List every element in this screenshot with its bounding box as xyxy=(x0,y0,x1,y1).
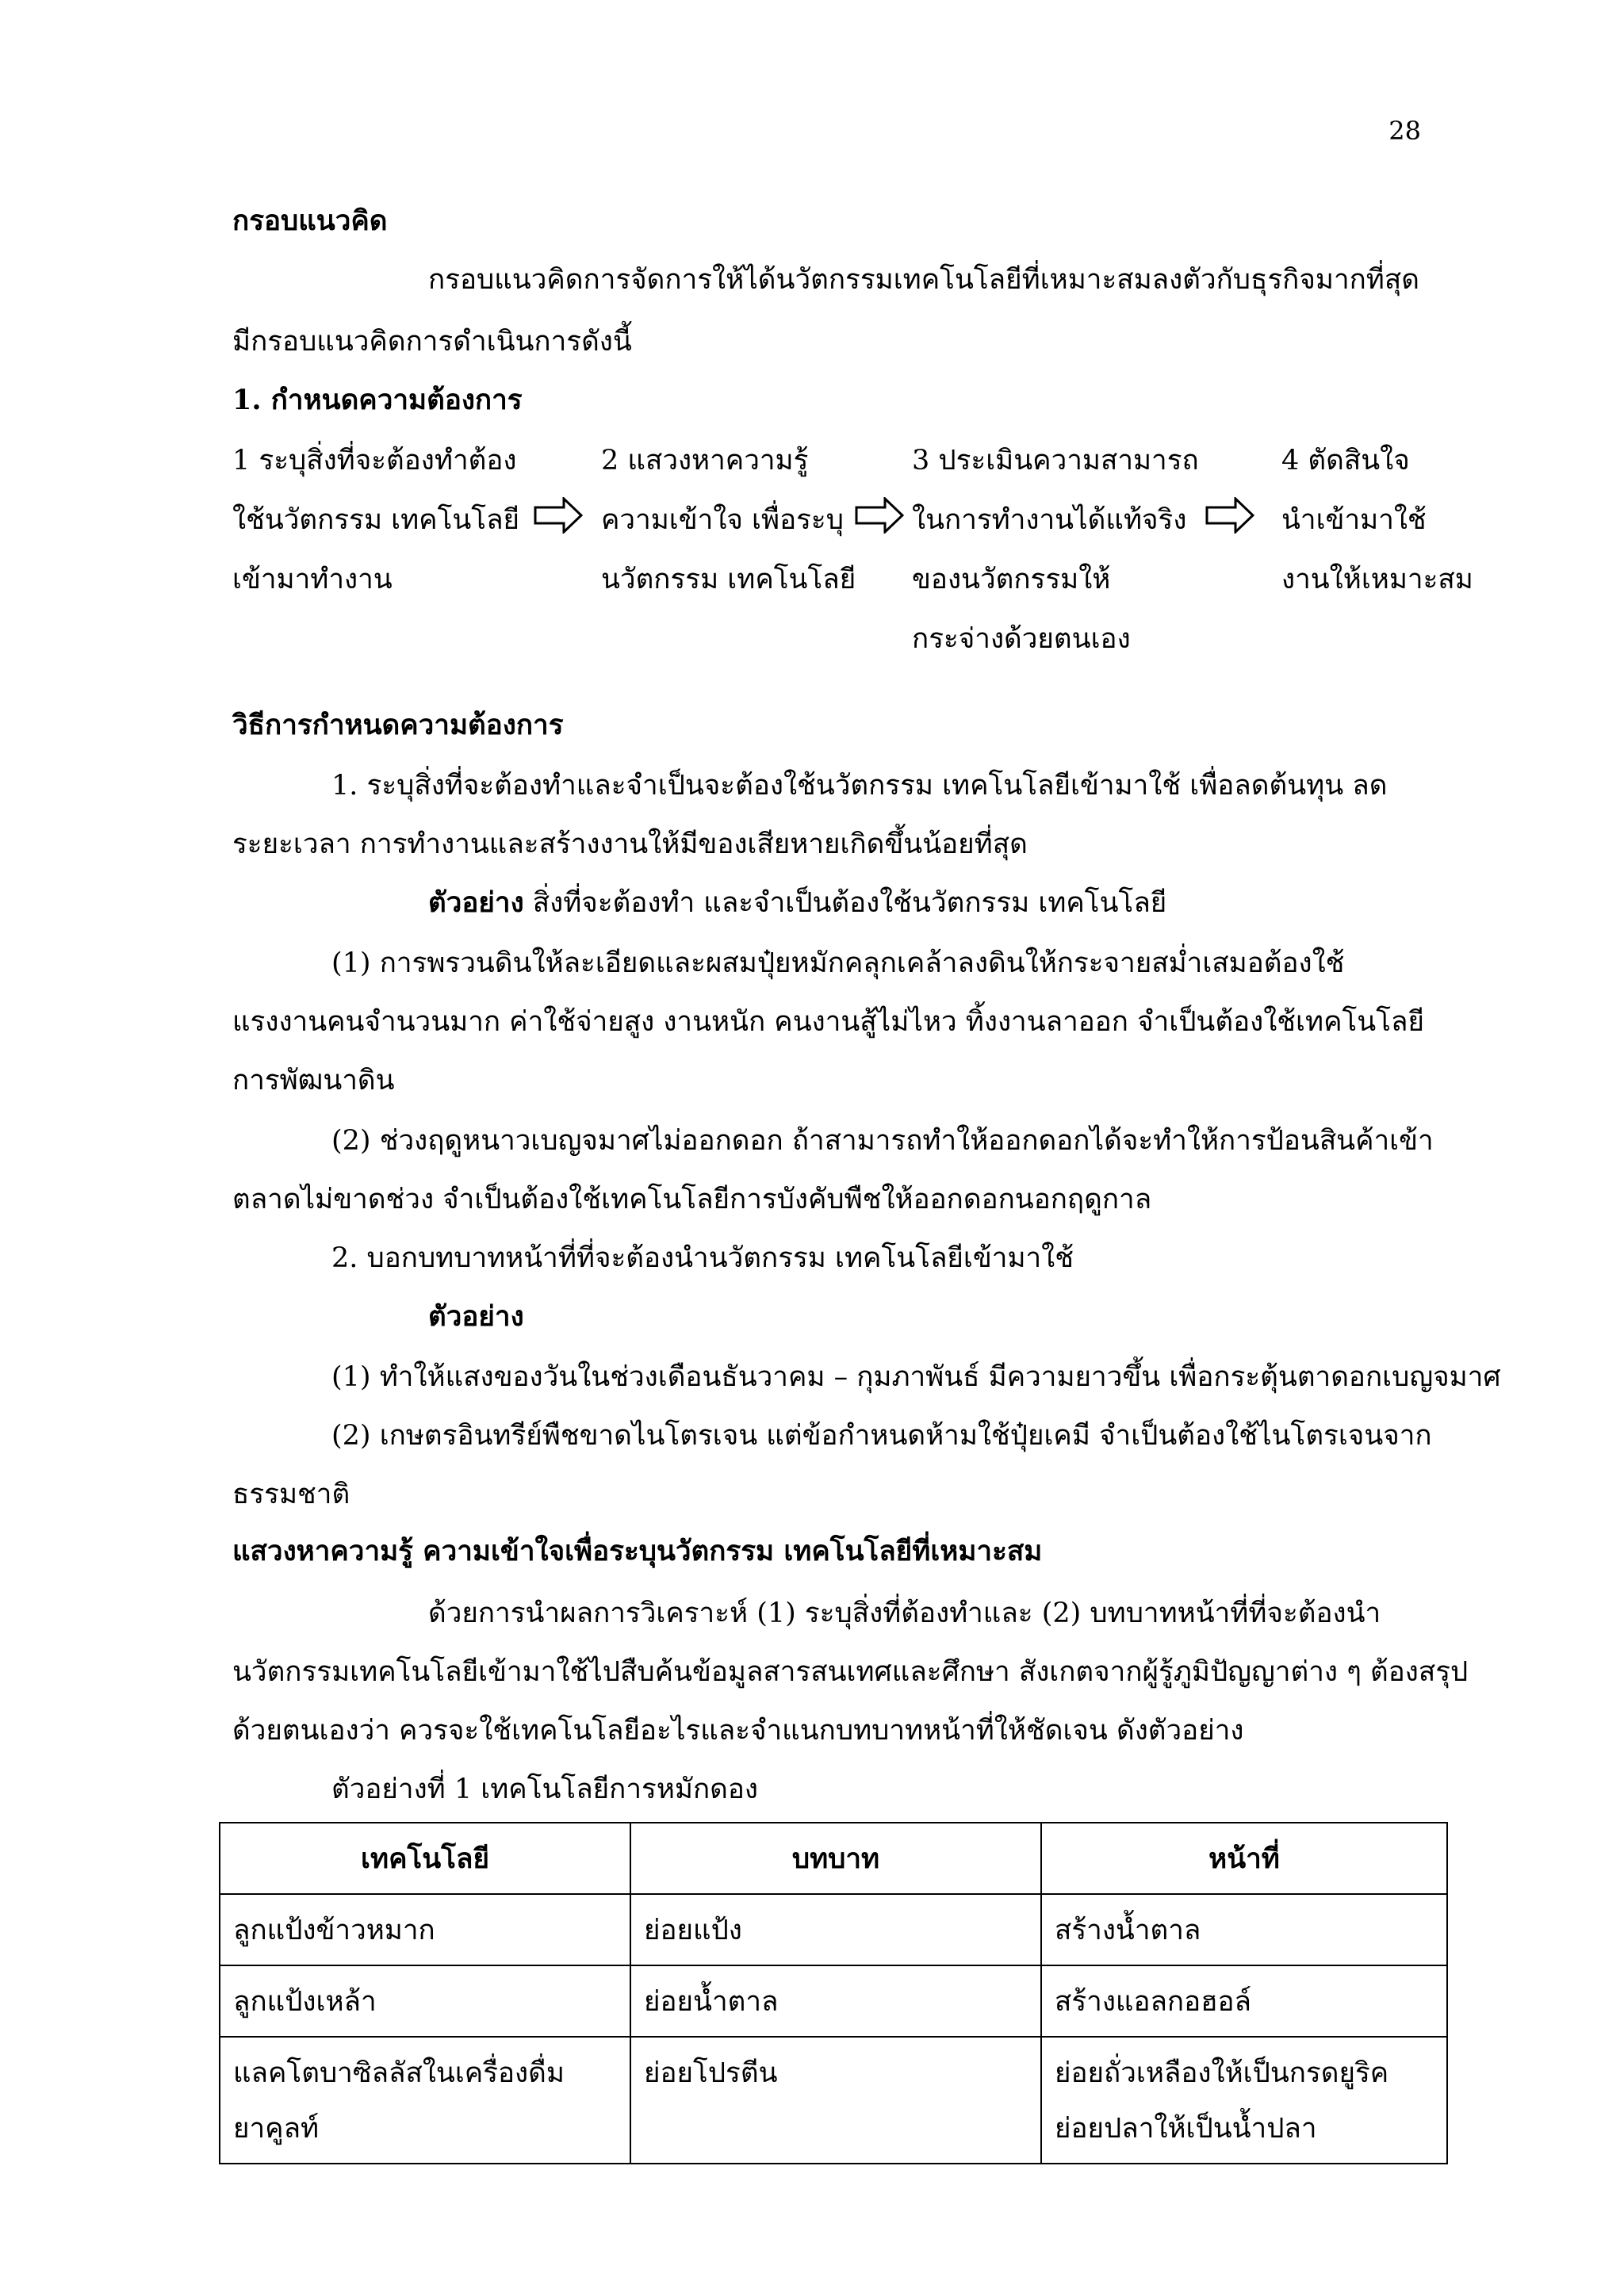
flow-line: 2 แสวงหาความรู้ xyxy=(601,445,809,476)
method-heading: วิธีการกำหนดความต้องการ xyxy=(232,709,564,741)
ex1-line-2: แรงงานคนจำนวนมาก ค่าใช้จ่ายสูง งานหนัก คนงานสู้ไม่ไหว ทิ้งงานลาออก จำเป็นต้องใช้เทคโนโลยี xyxy=(232,1006,1424,1038)
cell-text: ย่อยน้ำตาล xyxy=(644,1986,779,2018)
cell-text: ยาคูลท์ xyxy=(233,2113,320,2145)
flow-line: งานให้เหมาะสม xyxy=(1281,564,1473,595)
table-row xyxy=(220,1894,1447,1965)
table-cell xyxy=(1041,1965,1447,2037)
flow-line: ใช้นวัตกรรม เทคโนโลยี xyxy=(232,504,520,536)
flow-line: กระจ่างด้วยตนเอง xyxy=(912,623,1131,655)
flow-line: 3 ประเมินความสามารถ xyxy=(912,445,1199,476)
section-title: กรอบแนวคิด xyxy=(232,205,388,237)
ex1-line-3: การพัฒนาดิน xyxy=(232,1065,395,1096)
table-cell xyxy=(220,1894,630,1965)
ex2-line-3: ธรรมชาติ xyxy=(232,1479,350,1510)
intro-line-2: มีกรอบแนวคิดการดำเนินการดังนี้ xyxy=(232,326,632,358)
header-function: หน้าที่ xyxy=(1041,1823,1447,1894)
cell-text: ย่อยปลาให้เป็นน้ำปลา xyxy=(1055,2113,1317,2145)
flow-line: ความเข้าใจ เพื่อระบุ xyxy=(601,504,844,536)
ex1-line-6: 2. บอกบทบาทหน้าที่ที่จะต้องนำนวัตกรรม เทคโนโลยีเข้ามาใช้ xyxy=(331,1242,1074,1274)
step-heading: 1. กำหนดความต้องการ xyxy=(232,384,523,416)
table-cell xyxy=(220,2037,630,2164)
ex1-line-4: (2) ช่วงฤดูหนาวเบญจมาศไม่ออกดอก ถ้าสามารถทำให้ออกดอกได้จะทำให้การป้อนสินค้าเข้า xyxy=(331,1125,1434,1157)
ex2-line-2: (2) เกษตรอินทรีย์พืชขาดไนโตรเจน แต่ข้อกำหนดห้ามใช้ปุ๋ยเคมี จำเป็นต้องใช้ไนโตรเจนจาก xyxy=(331,1420,1432,1452)
flow-line: นวัตกรรม เทคโนโลยี xyxy=(601,564,856,595)
table-cell xyxy=(630,1965,1041,2037)
cell-text: ย่อยแป้ง xyxy=(644,1915,742,1946)
technology-table xyxy=(219,1822,1448,2164)
cell-text: ย่อยถั่วเหลืองให้เป็นกรดยูริค xyxy=(1055,2057,1389,2089)
header-role: บทบาท xyxy=(630,1823,1041,1894)
table-caption: ตัวอย่างที่ 1 เทคโนโลยีการหมักดอง xyxy=(331,1774,758,1805)
search-heading: แสวงหาความรู้ ความเข้าใจเพื่อระบุนวัตกรรม เทคโนโลยีที่เหมาะสม xyxy=(232,1535,1043,1567)
flow-arrow-icon xyxy=(1205,497,1254,534)
table-header-row xyxy=(220,1823,1447,1894)
cell-text: ลูกแป้งเหล้า xyxy=(233,1986,377,2018)
flow-line: 4 ตัดสินใจ xyxy=(1281,445,1410,476)
example-2-label: ตัวอย่าง xyxy=(428,1300,524,1333)
flow-line: ในการทำงานได้แท้จริง xyxy=(912,504,1187,536)
ex1-line-1: (1) การพรวนดินให้ละเอียดและผสมปุ๋ยหมักคลุกเคล้าลงดินให้กระจายสม่ำเสมอต้องใช้ xyxy=(331,947,1345,979)
cell-text: แลคโตบาซิลลัสในเครื่องดื่ม xyxy=(233,2057,565,2089)
intro-line-1: กรอบแนวคิดการจัดการให้ได้นวัตกรรมเทคโนโลยีที่เหมาะสมลงตัวกับธุรกิจมากที่สุด xyxy=(428,264,1419,296)
flow-arrow-icon xyxy=(534,497,583,534)
page-number: 28 xyxy=(1388,116,1421,146)
table-cell xyxy=(1041,2037,1447,2164)
search-line-2: นวัตกรรมเทคโนโลยีเข้ามาใช้ไปสืบค้นข้อมูลสารสนเทศและศึกษา สังเกตจากผู้รู้ภูมิปัญญาต่าง ๆ ต้องสรุป xyxy=(232,1656,1469,1688)
example-1 xyxy=(428,886,1166,920)
cell-text: ย่อยโปรตีน xyxy=(644,2057,778,2089)
table-cell xyxy=(630,1894,1041,1965)
cell-text: ลูกแป้งข้าวหมาก xyxy=(233,1915,435,1946)
ex1-line-5: ตลาดไม่ขาดช่วง จำเป็นต้องใช้เทคโนโลยีการบังคับพืชให้ออกดอกนอกฤดูกาล xyxy=(232,1184,1152,1215)
example-text: สิ่งที่จะต้องทำ และจำเป็นต้องใช้นวัตกรรม เทคโนโลยี xyxy=(523,887,1167,919)
flow-line: 1 ระบุสิ่งที่จะต้องทำต้อง xyxy=(232,445,517,476)
flow-arrow-icon xyxy=(855,497,904,534)
cell-text: สร้างแอลกอฮอล์ xyxy=(1055,1986,1251,2018)
flow-line: เข้ามาทำงาน xyxy=(232,564,393,595)
search-line-3: ด้วยตนเองว่า ควรจะใช้เทคโนโลยีอะไรและจำแนกบทบาทหน้าที่ให้ชัดเจน ดังตัวอย่าง xyxy=(232,1715,1244,1747)
method-line-1: 1. ระบุสิ่งที่จะต้องทำและจำเป็นจะต้องใช้นวัตกรรม เทคโนโลยีเข้ามาใช้ เพื่อลดต้นทุน ลด xyxy=(331,770,1388,802)
search-line-1: ด้วยการนำผลการวิเคราะห์ (1) ระบุสิ่งที่ต้องทำและ (2) บทบาทหน้าที่ที่จะต้องนำ xyxy=(428,1598,1381,1629)
table-cell xyxy=(220,1965,630,2037)
cell-text: สร้างน้ำตาล xyxy=(1055,1915,1201,1946)
flow-line: นำเข้ามาใช้ xyxy=(1281,504,1427,536)
example-label: ตัวอย่าง xyxy=(428,886,524,919)
table-cell xyxy=(1041,1894,1447,1965)
table-cell xyxy=(630,2037,1041,2164)
table-row xyxy=(220,2037,1447,2164)
header-technology: เทคโนโลยี xyxy=(220,1823,630,1894)
method-line-2: ระยะเวลา การทำงานและสร้างงานให้มีของเสียหายเกิดขึ้นน้อยที่สุด xyxy=(232,828,1028,860)
table-row xyxy=(220,1965,1447,2037)
flow-line: ของนวัตกรรมให้ xyxy=(912,564,1111,595)
ex2-line-1: (1) ทำให้แสงของวันในช่วงเดือนธันวาคม – กุมภาพันธ์ มีความยาวขึ้น เพื่อกระตุ้นตาดอกเบญจมาศ xyxy=(331,1361,1501,1393)
